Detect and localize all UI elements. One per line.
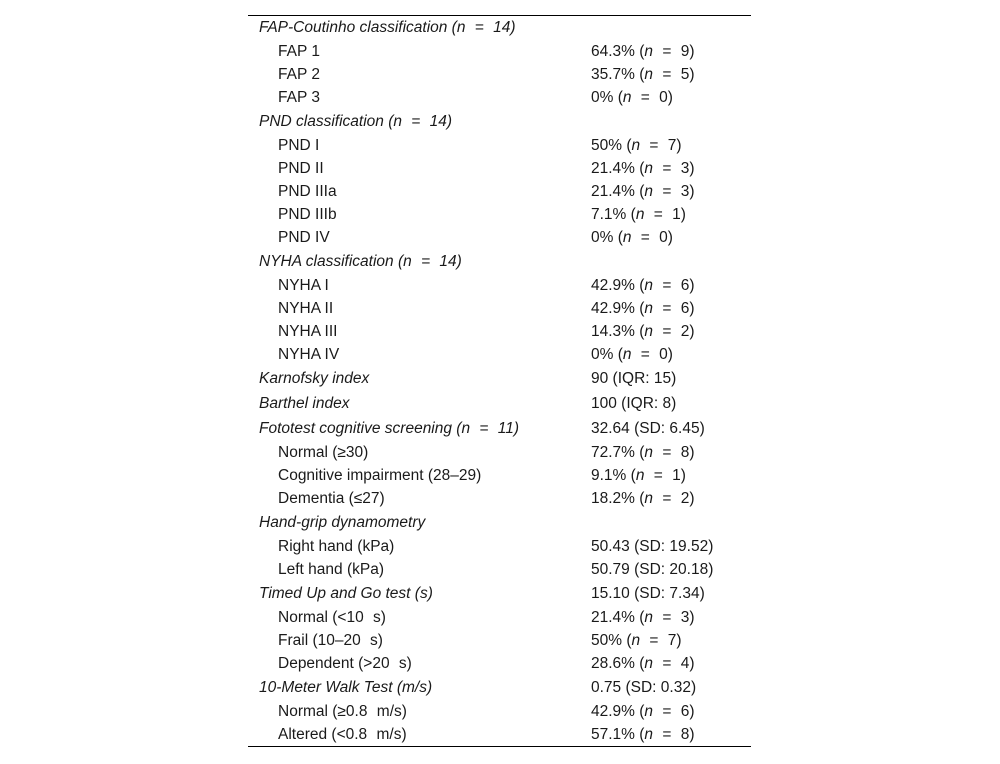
row-value: 50% (n = 7) [591,137,682,154]
row-value: 28.6% (n = 4) [591,655,695,672]
row-value: 42.9% (n = 6) [591,277,695,294]
row-label: FAP 2 [278,66,320,83]
row-label: NYHA IV [278,346,340,363]
row-value: 14.3% (n = 2) [591,323,695,340]
row-label: PND IIIb [278,206,337,223]
row-label: Right hand (kPa) [278,538,395,555]
row-label: NYHA classification (n = 14) [259,253,462,270]
row-label: PND I [278,137,320,154]
table-row [248,464,751,487]
row-label: Normal (<10 s) [278,609,386,626]
row-label: Normal (≥0.8 m/s) [278,703,407,720]
row-label: Normal (≥30) [278,444,369,461]
row-label: NYHA II [278,300,334,317]
table-group-row [248,675,751,700]
row-value: 90 (IQR: 15) [591,370,677,387]
row-label: Karnofsky index [259,370,370,387]
row-value: 0% (n = 0) [591,229,673,246]
row-value: 72.7% (n = 8) [591,444,695,461]
table-row [248,320,751,343]
row-label: Cognitive impairment (28–29) [278,467,482,484]
table-row [248,63,751,86]
row-value: 32.64 (SD: 6.45) [591,420,705,437]
table-row [248,274,751,297]
row-value: 0% (n = 0) [591,89,673,106]
row-label: Timed Up and Go test (s) [259,585,433,602]
row-label: Frail (10–20 s) [278,632,383,649]
table-row [248,700,751,723]
row-label: Left hand (kPa) [278,561,384,578]
table-row [248,86,751,109]
table-row [248,441,751,464]
row-label: FAP 1 [278,43,320,60]
row-value: 57.1% (n = 8) [591,726,695,743]
table-row [248,134,751,157]
table-group-row [248,581,751,606]
row-label: Dementia (≤27) [278,490,385,507]
row-label: FAP-Coutinho classification (n = 14) [259,19,516,36]
row-value: 0% (n = 0) [591,346,673,363]
table-row [248,343,751,366]
table-row [248,535,751,558]
row-value: 15.10 (SD: 7.34) [591,585,705,602]
row-value: 21.4% (n = 3) [591,183,695,200]
table-row [248,157,751,180]
row-value: 7.1% (n = 1) [591,206,686,223]
row-value: 100 (IQR: 8) [591,395,677,412]
table-row [248,203,751,226]
row-value: 50.43 (SD: 19.52) [591,538,714,555]
table-group-row [248,16,751,40]
row-label: Dependent (>20 s) [278,655,412,672]
table-group-row [248,366,751,391]
table-group-row [248,510,751,535]
table-row [248,723,751,746]
table-row [248,606,751,629]
row-label: PND IIIa [278,183,337,200]
table-row [248,652,751,675]
row-value: 21.4% (n = 3) [591,609,695,626]
row-label: Hand-grip dynamometry [259,514,426,531]
row-label: PND II [278,160,324,177]
row-value: 21.4% (n = 3) [591,160,695,177]
table-row [248,487,751,510]
row-label: PND classification (n = 14) [259,113,453,130]
row-value: 35.7% (n = 5) [591,66,695,83]
table-row [248,226,751,249]
row-label: PND IV [278,229,330,246]
table-group-row [248,249,751,274]
table-row [248,558,751,581]
row-label: NYHA I [278,277,329,294]
row-value: 42.9% (n = 6) [591,300,695,317]
results-table [248,15,751,747]
row-label: FAP 3 [278,89,320,106]
row-label: Barthel index [259,395,350,412]
row-label: Fototest cognitive screening (n = 11) [259,420,520,437]
row-label: NYHA III [278,323,338,340]
table-group-row [248,416,751,441]
table-row [248,629,751,652]
table-group-row [248,109,751,134]
row-value: 0.75 (SD: 0.32) [591,679,697,696]
row-label: Altered (<0.8 m/s) [278,726,407,743]
row-label: 10-Meter Walk Test (m/s) [259,679,433,696]
table-group-row [248,391,751,416]
table-row [248,180,751,203]
row-value: 18.2% (n = 2) [591,490,695,507]
table-row [248,40,751,63]
row-value: 64.3% (n = 9) [591,43,695,60]
row-value: 50% (n = 7) [591,632,682,649]
row-value: 42.9% (n = 6) [591,703,695,720]
row-value: 50.79 (SD: 20.18) [591,561,714,578]
row-value: 9.1% (n = 1) [591,467,686,484]
table-row [248,297,751,320]
